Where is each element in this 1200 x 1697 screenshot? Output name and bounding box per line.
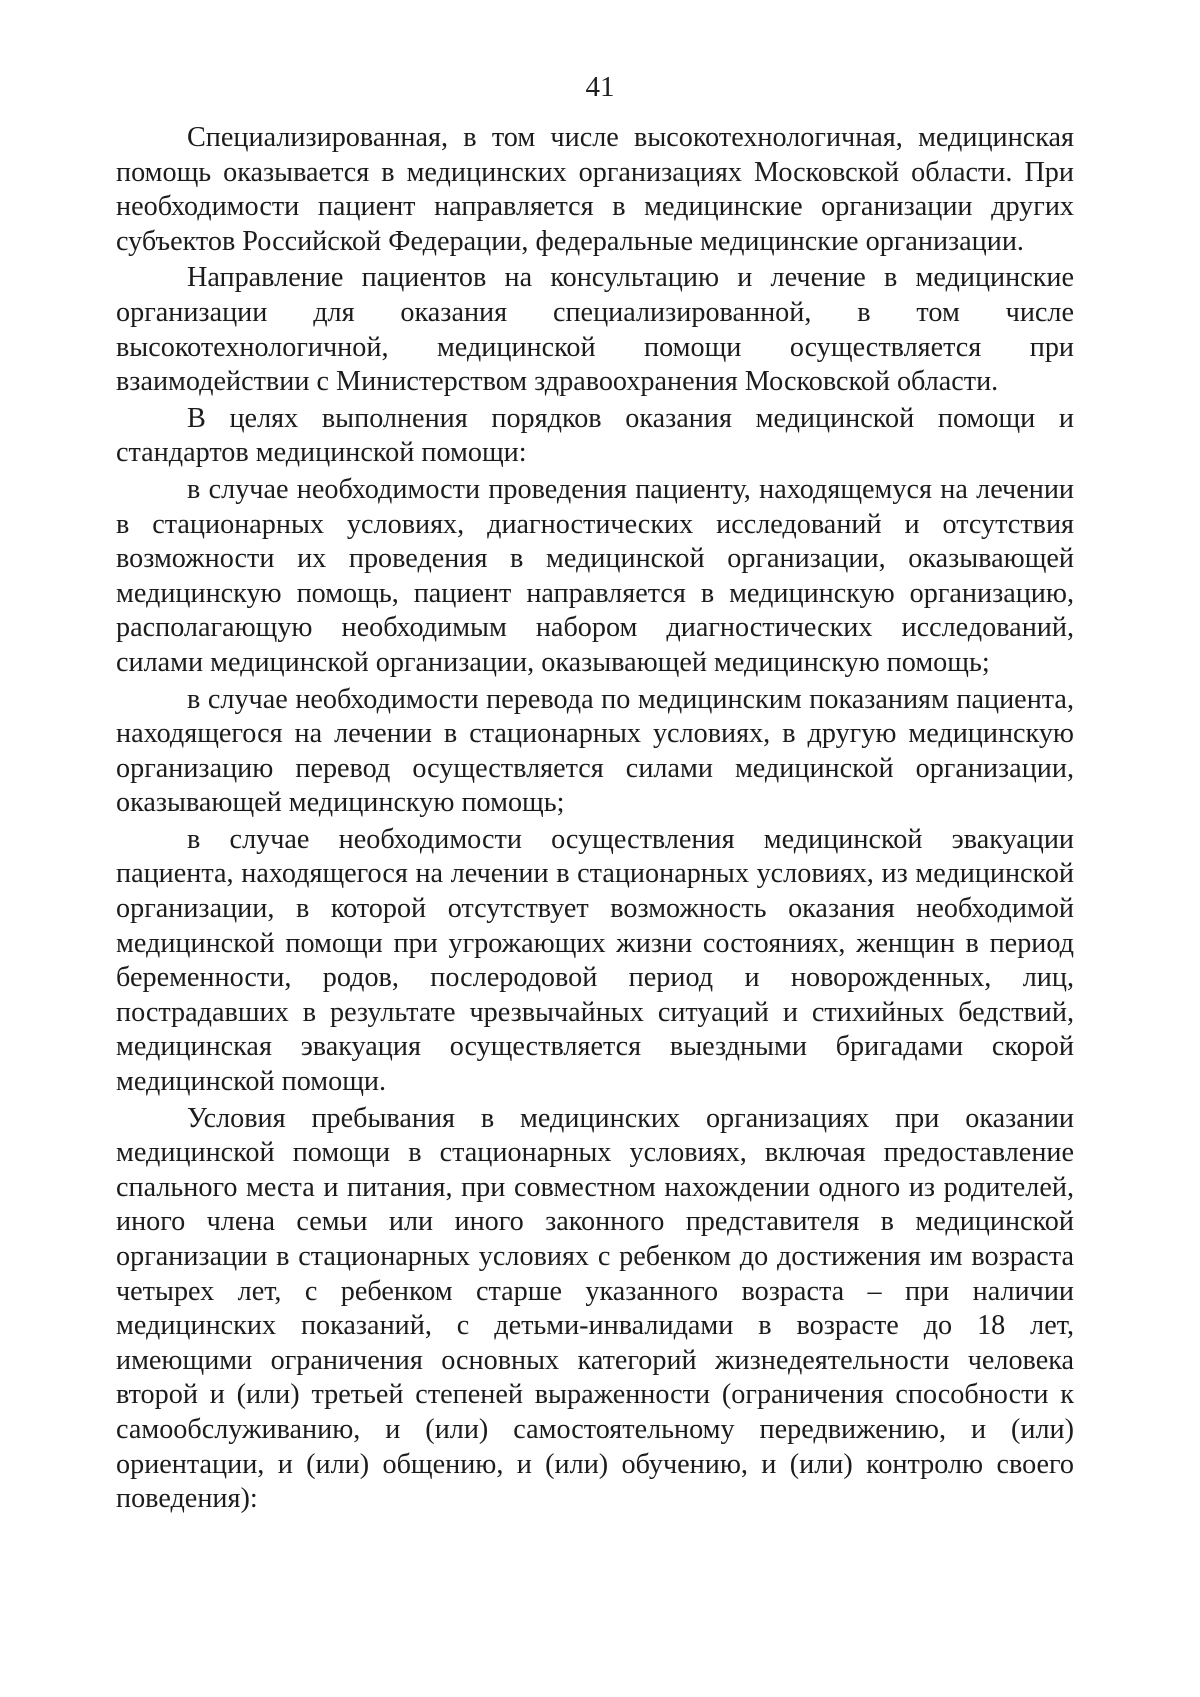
paragraph-evacuation-case: в случае необходимости осуществления медицинской эвакуации пациента, находящегося на лечении в стационарных условиях, из медицинской организации, в которой отсутствует возможность оказания необходимой медицинской помощи при угрожающих жизни состояниях, женщин в период беременности, родов, послеродовой период и новорожденных, лиц, пострадавших в результате чрезвычайных ситуаций и стихийных бедствий, медицинская эвакуация осуществляется выездными бригадами скорой медицинской помощи. <box>116 823 1074 1098</box>
page-number: 41 <box>585 71 615 103</box>
paragraph-stay-conditions: Условия пребывания в медицинских организациях при оказании медицинской помощи в стационарных условиях, включая предоставление спального места и питания, при совместном нахождении одного из родителей, иного члена семьи или иного законного представителя в медицинской организации в стационарных условиях с ребенком до достижения им возраста четырех лет, с ребенком старше указанного возраста – при наличии медицинских показаний, с детьми-инвалидами в возрасте до 18 лет, имеющими ограничения основных категорий жизнедеятельности человека второй и (или) третьей степеней выраженности (ограничения способности к самообслуживанию, и (или) самостоятельному передвижению, и (или) ориентации, и (или) общению, и (или) обучению, и (или) контролю своего поведения): <box>116 1102 1074 1515</box>
paragraph-specialized-care: Специализированная, в том числе высокотехнологичная, медицинская помощь оказывается в медицинских организациях Московской области. При необходимости пациент направляется в медицинские организации других субъектов Российской Федерации, федеральные медицинские организации. <box>116 122 1074 257</box>
paragraph-diagnostics-case: в случае необходимости проведения пациенту, находящемуся на лечении в стационарных условиях, диагностических исследований и отсутствия возможности их проведения в медицинской организации, оказывающей медицинскую помощь, пациент направляется в медицинскую организацию, располагающую необходимым набором диагностических исследований, силами медицинской организации, оказывающей медицинскую помощь; <box>116 473 1074 678</box>
document-body <box>116 121 1074 1519</box>
paragraph-patient-referral: Направление пациентов на консультацию и лечение в медицинские организации для оказания специализированной, в том числе высокотехнологичной, медицинской помощи осуществляется при взаимодействии с Министерством здравоохранения Московской области. <box>116 262 1074 398</box>
paragraph-transfer-case: в случае необходимости перевода по медицинским показаниям пациента, находящегося на лечении в стационарных условиях, в другую медицинскую организацию перевод осуществляется силами медицинской организации, оказывающей медицинскую помощь; <box>116 683 1074 819</box>
paragraph-standards-intro: В целях выполнения порядков оказания медицинской помощи и стандартов медицинской помощи: <box>116 402 1074 469</box>
